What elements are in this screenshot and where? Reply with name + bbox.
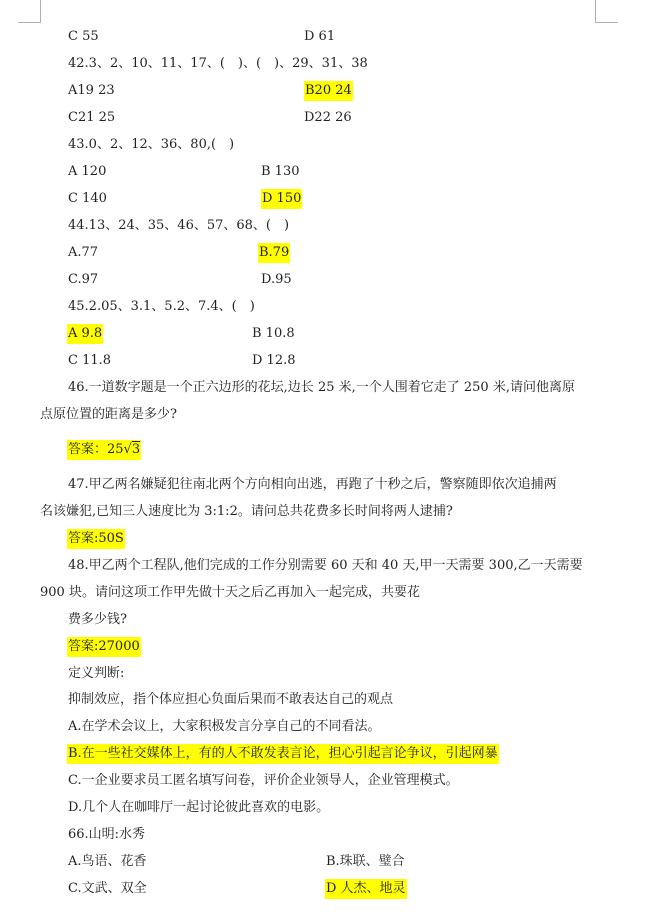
crop-mark-top-left (18, 0, 41, 23)
q66-option-a: A.鸟语、花香 (68, 854, 147, 869)
q44-option-c: C.97 (68, 272, 99, 287)
q48-answer-highlighted: 答案:27000 (67, 637, 141, 657)
q46-stem-2: 点原位置的距离是多少? (40, 407, 177, 422)
q43-option-b: B 130 (261, 164, 300, 179)
sqrt-symbol: √ (123, 442, 132, 457)
q43-stem: 43.0、2、12、36、80,( ) (68, 137, 235, 152)
q44-option-d: D.95 (261, 272, 292, 287)
q45-option-b: B 10.8 (252, 326, 295, 341)
q45-option-d: D 12.8 (252, 353, 296, 368)
definition-option-a: A.在学术会议上，大家积极发言分享自己的不同看法。 (68, 719, 381, 734)
q43-option-d-highlighted: D 150 (261, 189, 302, 209)
q46-answer-root: 3 (131, 442, 141, 457)
definition-option-b-highlighted: B.在一些社交媒体上，有的人不敢发表言论，担心引起言论争议，引起网暴 (67, 744, 499, 764)
q46-answer-highlighted (67, 440, 141, 460)
definition-stem: 抑制效应，指个体应担心负面后果而不敢表达自己的观点 (68, 692, 394, 707)
definition-option-c: C.一企业要求员工匿名填写问卷，评价企业领导人，企业管理模式。 (68, 773, 459, 788)
q47-stem-1: 47.甲乙两名嫌疑犯往南北两个方向相向出逃，再跑了十秒之后，警察随即依次追捕两 (68, 477, 557, 492)
q45-stem: 45.2.05、3.1、5.2、7.4、( ) (68, 299, 255, 314)
q42-stem: 42.3、2、10、11、17、( )、( )、29、31、38 (68, 56, 368, 71)
q45-option-c: C 11.8 (68, 353, 112, 368)
q48-stem-1: 48.甲乙两个工程队,他们完成的工作分别需要 60 天和 40 天,甲一天需要 300,乙一天需要 (68, 558, 583, 573)
q41-option-d: D 61 (304, 29, 336, 44)
q48-stem-2: 900 块。请问这项工作甲先做十天之后乙再加入一起完成，共要花 (40, 585, 420, 600)
q66-option-d-highlighted: D 人杰、地灵 (325, 879, 407, 899)
definition-heading: 定义判断: (68, 666, 125, 681)
q45-option-a-highlighted: A 9.8 (67, 324, 103, 344)
q66-option-b: B.珠联、璧合 (326, 854, 405, 869)
q47-stem-2: 名该嫌犯,已知三人速度比为 3:1:2。请问总共花费多长时间将两人逮捕? (40, 504, 453, 519)
q42-option-d: D22 26 (304, 110, 352, 125)
q42-option-b-highlighted: B20 24 (304, 81, 353, 101)
q46-stem-1: 46.一道数字题是一个正六边形的花坛,边长 25 米,一个人围着它走了 250 米,请问他离原 (68, 380, 575, 395)
q48-stem-3: 费多少钱? (68, 612, 127, 627)
crop-mark-top-right (595, 0, 618, 23)
q47-answer-highlighted: 答案:50S (67, 529, 125, 549)
q41-option-c: C 55 (68, 29, 99, 44)
definition-option-d: D.几个人在咖啡厅一起讨论彼此喜欢的电影。 (68, 800, 330, 815)
q43-option-c: C 140 (68, 191, 107, 206)
q43-option-a: A 120 (68, 164, 107, 179)
q66-stem: 66.山明:水秀 (68, 827, 146, 842)
q42-option-c: C21 25 (68, 110, 116, 125)
q42-option-a: A19 23 (68, 83, 115, 98)
q66-option-c: C.文武、双全 (68, 881, 147, 896)
q46-answer-prefix: 答案：25 (68, 442, 124, 457)
q44-stem: 44.13、24、35、46、57、68、( ) (68, 218, 290, 233)
q44-option-b-highlighted: B.79 (258, 243, 290, 263)
q44-option-a: A.77 (68, 245, 99, 260)
